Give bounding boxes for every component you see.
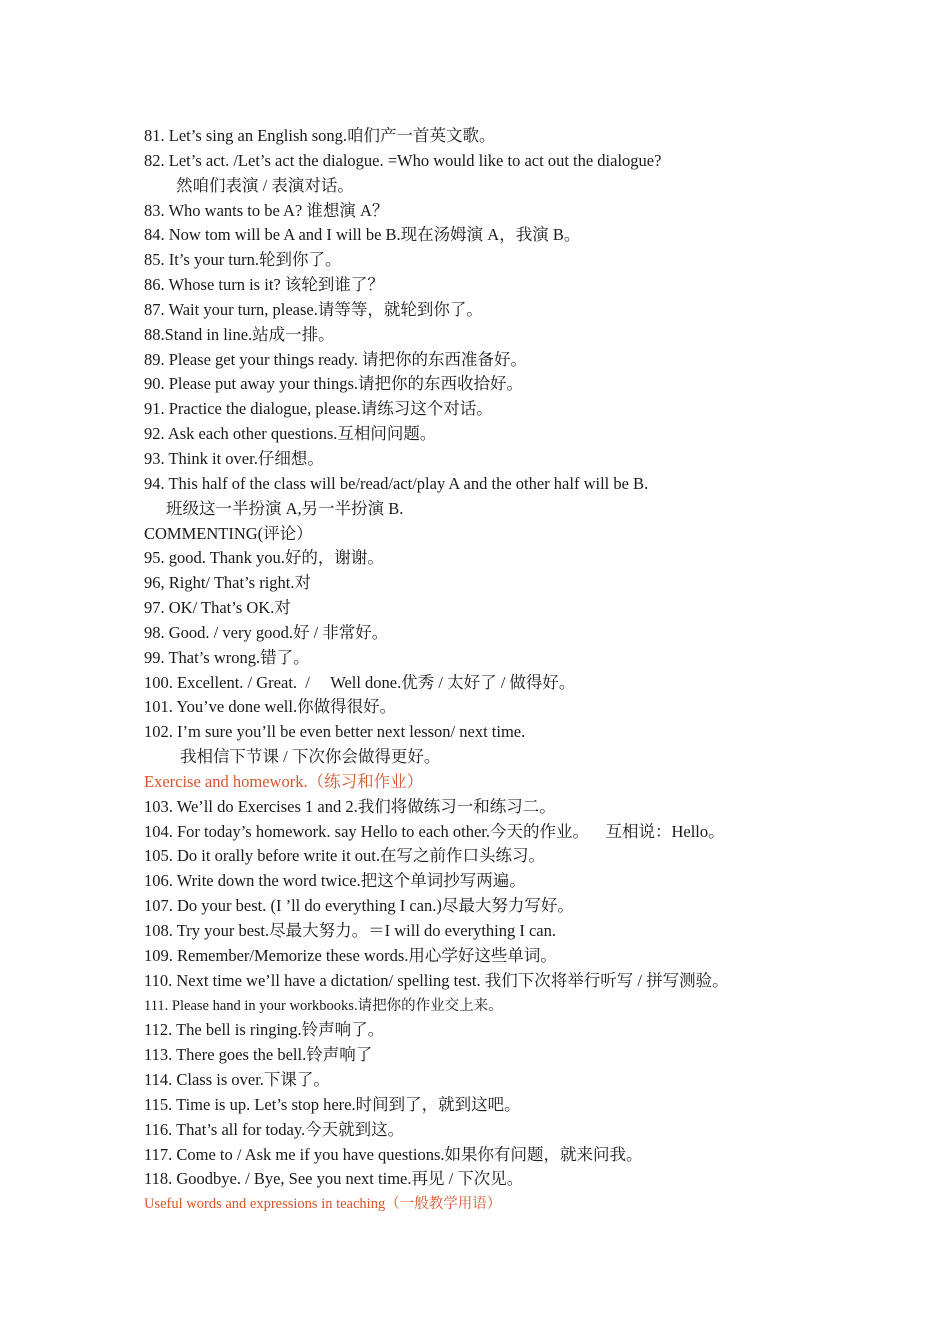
text-line: 96, Right/ That’s right.对 bbox=[144, 573, 311, 593]
text-line: 101. You’ve done well.你做得很好。 bbox=[144, 697, 397, 717]
text-line: 81. Let’s sing an English song.咱们产一首英文歌。 bbox=[144, 126, 496, 145]
text-line: 98. Good. / very good.好 / 非常好。 bbox=[144, 622, 389, 642]
text-line: 86. Whose turn is it? 该轮到谁了？ bbox=[144, 275, 384, 295]
document-page bbox=[144, 124, 904, 1217]
text-line: 93. Think it over.仔细想。 bbox=[144, 448, 324, 468]
text-line: 107. Do your best. (I ’ll do everything I can.)尽最大努力写好。 bbox=[144, 896, 574, 916]
text-line: 114. Class is over.下课了。 bbox=[144, 1070, 330, 1090]
text-line: 95. good. Thank you.好的，谢谢。 bbox=[144, 548, 384, 568]
text-line: 102. I’m sure you’ll be even better next lesson/ next time. bbox=[144, 722, 526, 742]
text-line: 112. The bell is ringing.铃声响了。 bbox=[144, 1020, 385, 1040]
text-line: 109. Remember/Memorize these words.用心学好这些单词。 bbox=[144, 945, 557, 965]
text-line: 82. Let’s act. /Let’s act the dialogue. =Who would like to act out the dialogue? bbox=[144, 150, 662, 170]
text-line: 104. For today’s homework. say Hello to each other.今天的作业。 互相说：Hello。 bbox=[144, 821, 725, 841]
text-line: 84. Now tom will be A and I will be B.现在汤姆演 A，我演 B。 bbox=[144, 225, 581, 245]
text-line: 103. We’ll do Exercises 1 and 2.我们将做练习一和练习二。 bbox=[144, 796, 556, 816]
text-line: 113. There goes the bell.铃声响了 bbox=[144, 1045, 373, 1065]
text-line: 108. Try your best.尽最大努力。＝I will do everything I can. bbox=[144, 921, 557, 940]
text-line: 105. Do it orally before write it out.在写之前作口头练习。 bbox=[144, 846, 545, 866]
text-line: 87. Wait your turn, please.请等等，就轮到你了。 bbox=[144, 299, 483, 319]
text-line: 111. Please hand in your workbooks.请把你的作业交上来。 bbox=[144, 997, 503, 1014]
text-line: 91. Practice the dialogue, please.请练习这个对话。 bbox=[144, 399, 493, 419]
text-line: 116. That’s all for today.今天就到这。 bbox=[144, 1119, 405, 1139]
text-line: 118. Goodbye. / Bye, See you next time.再见 / 下次见。 bbox=[144, 1169, 524, 1189]
text-line: 106. Write down the word twice.把这个单词抄写两遍。 bbox=[144, 871, 526, 891]
text-line: 89. Please get your things ready. 请把你的东西准备好。 bbox=[144, 349, 527, 369]
text-line: 83. Who wants to be A? 谁想演 A？ bbox=[144, 200, 389, 220]
text-line: 99. That’s wrong.错了。 bbox=[144, 647, 310, 667]
text-line: 110. Next time we’ll have a dictation/ spelling test. 我们下次将举行听写 / 拼写测验。 bbox=[144, 970, 729, 990]
text-line: 100. Excellent. / Great. / Well done.优秀 / 太好了 / 做得好。 bbox=[144, 672, 576, 692]
text-line: 88.Stand in line.站成一排。 bbox=[144, 324, 335, 344]
section-heading: COMMENTING(评论） bbox=[144, 523, 313, 543]
text-line: 我相信下节课 / 下次你会做得更好。 bbox=[180, 747, 441, 767]
text-line: 班级这一半扮演 A,另一半扮演 B. bbox=[166, 498, 404, 518]
section-heading: Useful words and expressions in teaching（一般教学用语） bbox=[144, 1196, 502, 1213]
text-line: 115. Time is up. Let’s stop here.时间到了，就到这吧。 bbox=[144, 1094, 521, 1114]
text-line: 92. Ask each other questions.互相问问题。 bbox=[144, 424, 437, 444]
text-line: 94. This half of the class will be/read/act/play A and the other half will be B. bbox=[144, 473, 649, 493]
text-line: 90. Please put away your things.请把你的东西收拾好。 bbox=[144, 374, 524, 394]
section-heading: Exercise and homework.（练习和作业） bbox=[144, 771, 424, 791]
text-line: 然咱们表演 / 表演对话。 bbox=[176, 175, 354, 195]
text-line: 97. OK/ That’s OK.对 bbox=[144, 598, 291, 618]
text-line: 117. Come to / Ask me if you have questions.如果你有问题，就来问我。 bbox=[144, 1144, 643, 1164]
text-line: 85. It’s your turn.轮到你了。 bbox=[144, 250, 342, 270]
